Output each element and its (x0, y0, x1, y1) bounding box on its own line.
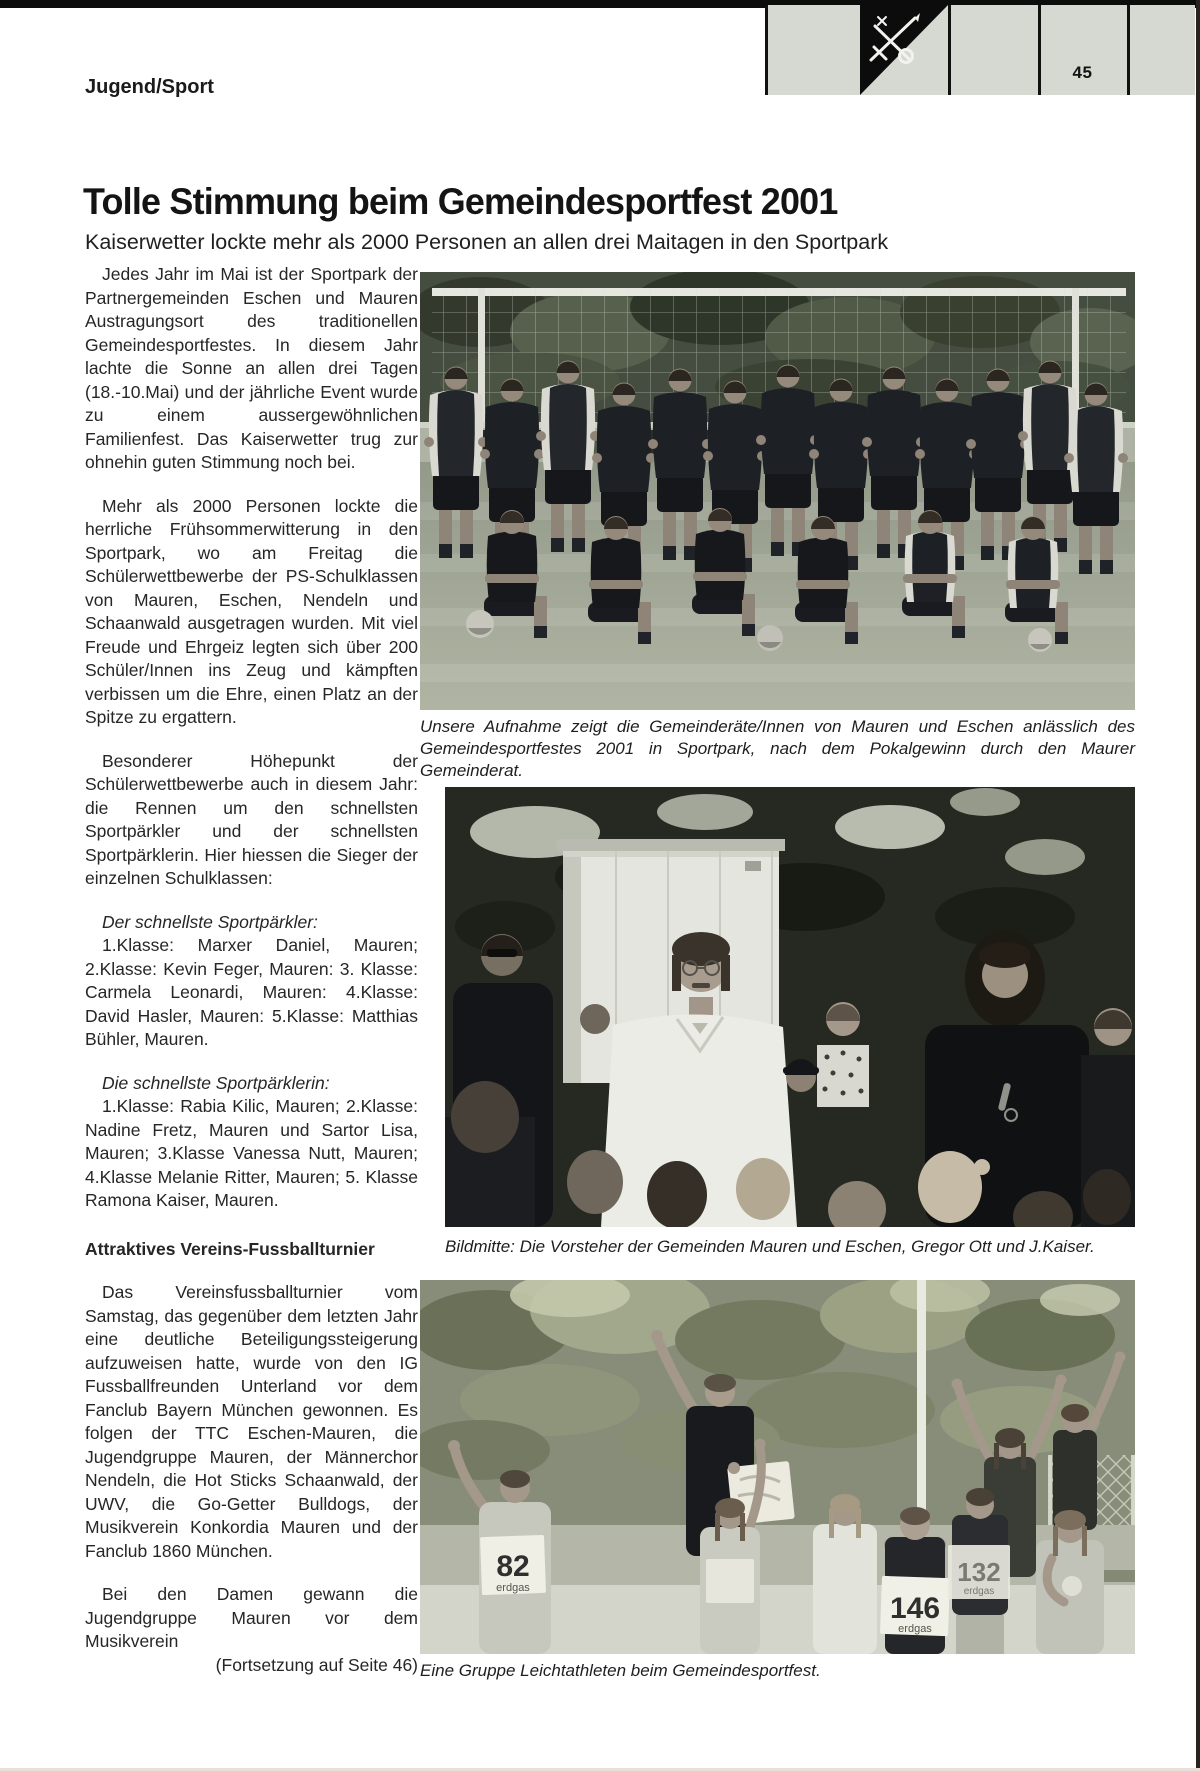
photo-athletes (420, 1280, 1135, 1654)
fastest-boys-results: 1.Klasse: Marxer Daniel, Mauren; 2.Klasse: Kevin Feger, Mauren: 3. Klasse: Carmela Leonardi, Mauren: 4.Klasse: David Hasler, Mauren: 5.Klasse: Matthias Bühler, Mauren. (85, 935, 418, 1049)
banner-divider (765, 5, 768, 95)
tournament-subheading: Attraktives Vereins-Fussballturnier (85, 1238, 375, 1259)
athletes-photo-caption: Eine Gruppe Leichtathleten beim Gemeindesportfest. (420, 1661, 821, 1680)
photo-team (420, 272, 1135, 710)
officials-photo-illustration (445, 787, 1135, 1227)
fastest-girls-heading: Die schnellste Sportpärklerin: (102, 1072, 330, 1093)
athletes-photo-illustration (420, 1280, 1135, 1654)
team-photo-caption: Unsere Aufnahme zeigt die Gemeinderäte/Innen von Mauren und Eschen anlässlich des Gemeindesportfestes 2001 in Sportpark, nach dem Pokalgewinn durch den Maurer Gemeinderat. (420, 717, 1135, 780)
article-subtitle: Kaiserwetter lockte mehr als 2000 Personen an allen drei Maitagen in den Sportpark (85, 230, 889, 254)
bib-number-82: 82 (496, 1550, 530, 1583)
tournament-paragraph: Das Vereinsfussballturnier vom Samstag, das gegenüber dem letzten Jahr eine deutliche Beteiligungssteigerung aufzuweisen hatte, wurde von den IG Fussballfreunden Unterland vor dem Fanclub Bayern München gewonnen. Es folgen der TTC Eschen-Mauren, die Jugendgruppe Mauren, der Männerchor Nendeln, die Hot Sticks Schaanwald, der UWV, die Go-Getter Bulldogs, der Musikverein Konkordia Mauren und der Fanclub 1860 München. (85, 1282, 418, 1561)
fastest-girls-results: 1.Klasse: Rabia Kilic, Mauren; 2.Klasse: Nadine Fretz, Mauren und Sartor Lisa, Mauren; 3.Klasse Vanessa Nutt, Mauren; 4.Klasse Melanie Ritter, Mauren; 5. Klasse Ramona Kaiser, Mauren. (85, 1096, 418, 1210)
banner-divider (1127, 5, 1130, 95)
ladies-paragraph: Bei den Damen gewann die Jugendgruppe Mauren vor dem Musikverein (85, 1584, 418, 1651)
bib-sponsor-text: erdgas (898, 1623, 932, 1635)
bib-number-146: 146 (889, 1592, 941, 1625)
intro-paragraph-1: Jedes Jahr im Mai ist der Sportpark der Partnergemeinden Eschen und Mauren Austragungsort des traditionellen Gemeindesportfestes. In diesem Jahr lachte die Sonne an allen drei Tagen (18.-10.Mai) und der jährliche Event wurde zu einem aussergewöhnlichen Familienfest. Das Kaiserwetter trug zur ohnehin guten Stimmung noch bei. (85, 264, 418, 472)
banner-divider (948, 5, 951, 95)
fastest-boys-heading: Der schnellste Sportpärkler: (102, 911, 318, 932)
page-number: 45 (1072, 63, 1093, 82)
crossed-sword-key-icon (860, 5, 948, 95)
bib-number-132: 132 (957, 1557, 1001, 1587)
article-title: Tolle Stimmung beim Gemeindesportfest 2001 (83, 180, 838, 222)
banner-logo-triangle (860, 5, 948, 95)
intro-paragraph-3: Besonderer Höhepunkt der Schülerwettbewerbe auch in diesem Jahr: die Rennen um den schnellsten Sportpärkler und der schnellsten Sportpärklerin. Hier hiessen die Sieger der einzelnen Schulklassen: (85, 750, 418, 888)
page-header-banner (765, 5, 1195, 95)
article-body-column (85, 263, 418, 1677)
intro-paragraph-2: Mehr als 2000 Personen lockte die herrliche Frühsommerwitterung in den Sportpark, wo am Freitag die Schülerwettbewerbe der PS-Schulklassen von Mauren, Eschen, Nendeln und Schaanwald ausgetragen wurden. Mit viel Freude und Ehrgeiz legten sich über 200 Schüler/Innen ins Zeug und kämpften verbissen um die Ehre, einen Platz an der Spitze zu ergattern. (85, 495, 418, 727)
flag-pole (917, 1280, 926, 1525)
background-head (580, 1004, 610, 1034)
photo-officials (445, 787, 1135, 1227)
bib-sponsor-text: erdgas (963, 1586, 995, 1597)
scan-right-edge (1196, 0, 1200, 1771)
team-photo-illustration (420, 272, 1135, 710)
continuation-note: (Fortsetzung auf Seite 46) (215, 1654, 418, 1675)
section-label: Jugend/Sport (85, 76, 214, 98)
bib-sponsor-text: erdgas (496, 1582, 530, 1594)
officials-photo-caption: Bildmitte: Die Vorsteher der Gemeinden Mauren und Eschen, Gregor Ott und J.Kaiser. (445, 1237, 1095, 1256)
